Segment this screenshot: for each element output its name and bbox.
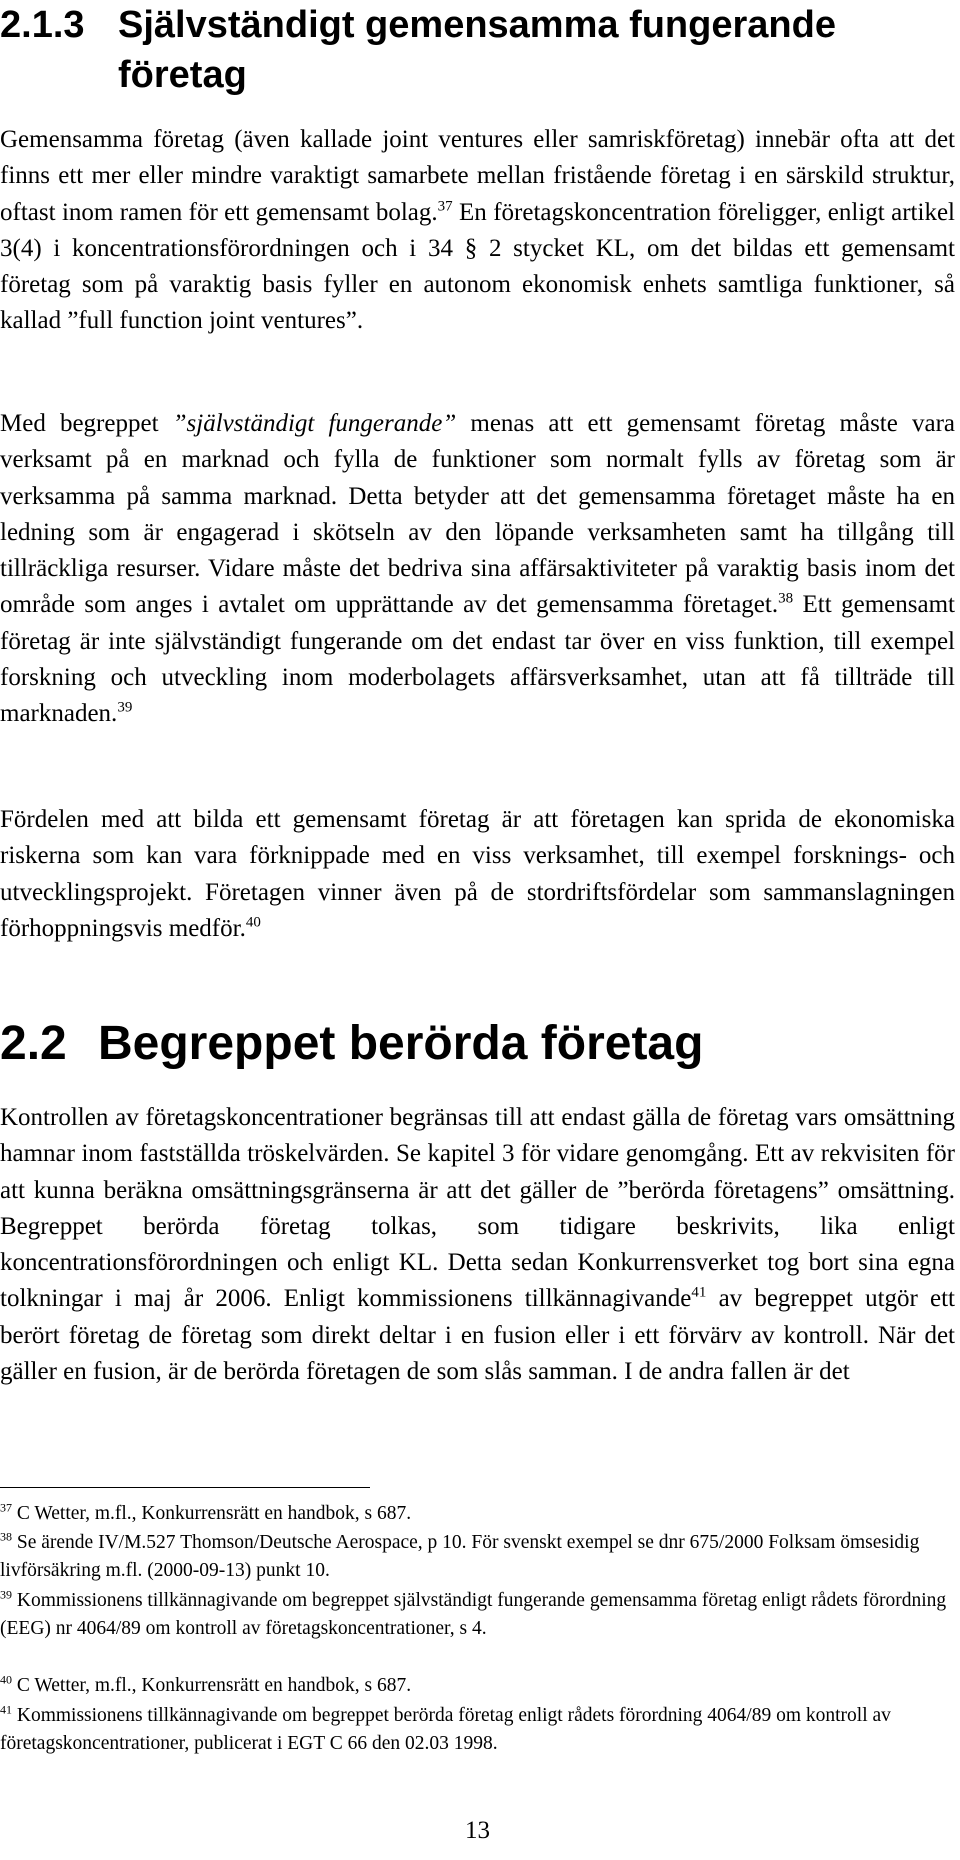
section-title: Begreppet berörda företag xyxy=(98,1017,704,1070)
section-number: 2.2 xyxy=(0,1017,67,1070)
paragraph-concerned-undertakings: Kontrollen av företagskoncentrationer begränsas till att endast gälla de företag vars omsättning hamnar inom fastställda tröskelvärden. Se kapitel 3 för vidare genomgång. Ett av rekvisiten för att kunna beräkna omsättningsgränserna är att det gäller de ”berörda företagens” omsättning. Begreppet berörda företag tolkas, som tidigare beskrivits, lika enligt koncentrationsförordningen och enligt KL. Detta sedan Konkurrensverket tog bort sina egna tolkningar i maj år 2006. Enligt kommissionens tillkännagivande$^{41}$ av begreppet utgör ett berört företag de företag som direkt deltar i en fusion eller i ett förvärv av kontroll. När det gäller en fusion, är de berörda företagen de som slås samman. I de andra fallen är det xyxy=(0,1104,956,1386)
footnote-number: 38 xyxy=(0,1529,12,1544)
footnote-ref-38[interactable]: 38 xyxy=(778,591,794,608)
section-number: 2.1.3 xyxy=(0,4,85,46)
footnote-38: $^{38}$ Se ärende IV/M.527 Thomson/Deutsche Aerospace, p 10. För svenskt exempel se dnr 675/2000 Folksam ömsesidig livförsäkring m.fl. (2000-09-13) punkt 10. xyxy=(0,1529,920,1581)
footnote-number: 37 xyxy=(0,1500,12,1515)
footnote-number: 39 xyxy=(0,1587,12,1602)
footnote-39: $^{39}$ Kommissionens tillkännagivande om begreppet självständigt fungerande gemensamma företag enligt rådets förordning (EEG) nr 4064/89 om kontroll av företagskoncentrationer, s 4. xyxy=(0,1587,947,1639)
section-title: Självständigt gemensamma fungerande företag xyxy=(118,4,836,96)
paragraph-joint-ventures: Gemensamma företag (även kallade joint ventures eller samriskföretag) innebär ofta att det finns ett mer eller mindre varaktigt samarbete mellan fristående företag i en särskild struktur, oftast inom ramen för ett gemensamt bolag.$^{37}$ En företagskoncentration föreligger, enligt artikel 3(4) i koncentrationsförordningen och i 34 § 2 stycket KL, om det bildas ett gemensamt företag som på varaktig basis fyller en autonom ekonomisk enhets samtliga funktioner, så kallad ”full function joint ventures”. xyxy=(0,126,955,335)
paragraph-full-function: Med begreppet ”självständigt fungerande” menas att ett gemensamt företag måste vara verksamt på en marknad och fylla de funktioner som normalt fylls av företag som är verksamma på samma marknad. Detta betyder att det gemensamma företaget måste ha en ledning som är engagerad i skötseln av den löpande verksamheten samt ha tillgång till tillräckliga resurser. Vidare måste det bedriva sina affärsaktiviteter på varaktig basis inom det område som anges i avtalet om upprättande av det gemensamma företaget.$^{38}$ Ett gemensamt företag är inte självständigt fungerande om det endast tar över en viss funktion, till exempel forskning och utveckling inom moderbolagets affärsverksamhet, utan att få tillträde till marknaden.$^{39}$ xyxy=(0,410,955,728)
paragraph-advantages: Fördelen med att bilda ett gemensamt företag är att företagen kan sprida de ekonomiska riskerna som kan vara förknippade med en viss verksamhet, till exempel forsknings- och utvecklingsprojekt. Företagen vinner även på de stordriftsfördelar som sammanslagningen förhoppningsvis medför.$^{40}$ xyxy=(0,806,955,942)
footnote-40: $^{40}$ C Wetter, m.fl., Konkurrensrätt en handbok, s 687. xyxy=(0,1672,412,1696)
page-number: 13 xyxy=(465,1817,490,1844)
footnote-number: 41 xyxy=(0,1702,12,1717)
footnote-separator xyxy=(0,1487,370,1488)
footnote-ref-37[interactable]: 37 xyxy=(437,198,453,215)
footnote-number: 40 xyxy=(0,1672,12,1687)
footnote-37: $^{37}$ C Wetter, m.fl., Konkurrensrätt en handbok, s 687. xyxy=(0,1500,412,1524)
footnote-ref-39[interactable]: 39 xyxy=(117,700,133,717)
emphasis-term: ”självständigt fungerande” xyxy=(172,410,457,437)
footnote-ref-40[interactable]: 40 xyxy=(245,914,261,931)
footnote-41: $^{41}$ Kommissionens tillkännagivande om begreppet berörda företag enligt rådets förordning 4064/89 om kontroll av företagskoncentrationer, publicerat i EGT C 66 den 02.03 1998. xyxy=(0,1702,891,1754)
footnote-ref-41[interactable]: 41 xyxy=(691,1285,707,1302)
